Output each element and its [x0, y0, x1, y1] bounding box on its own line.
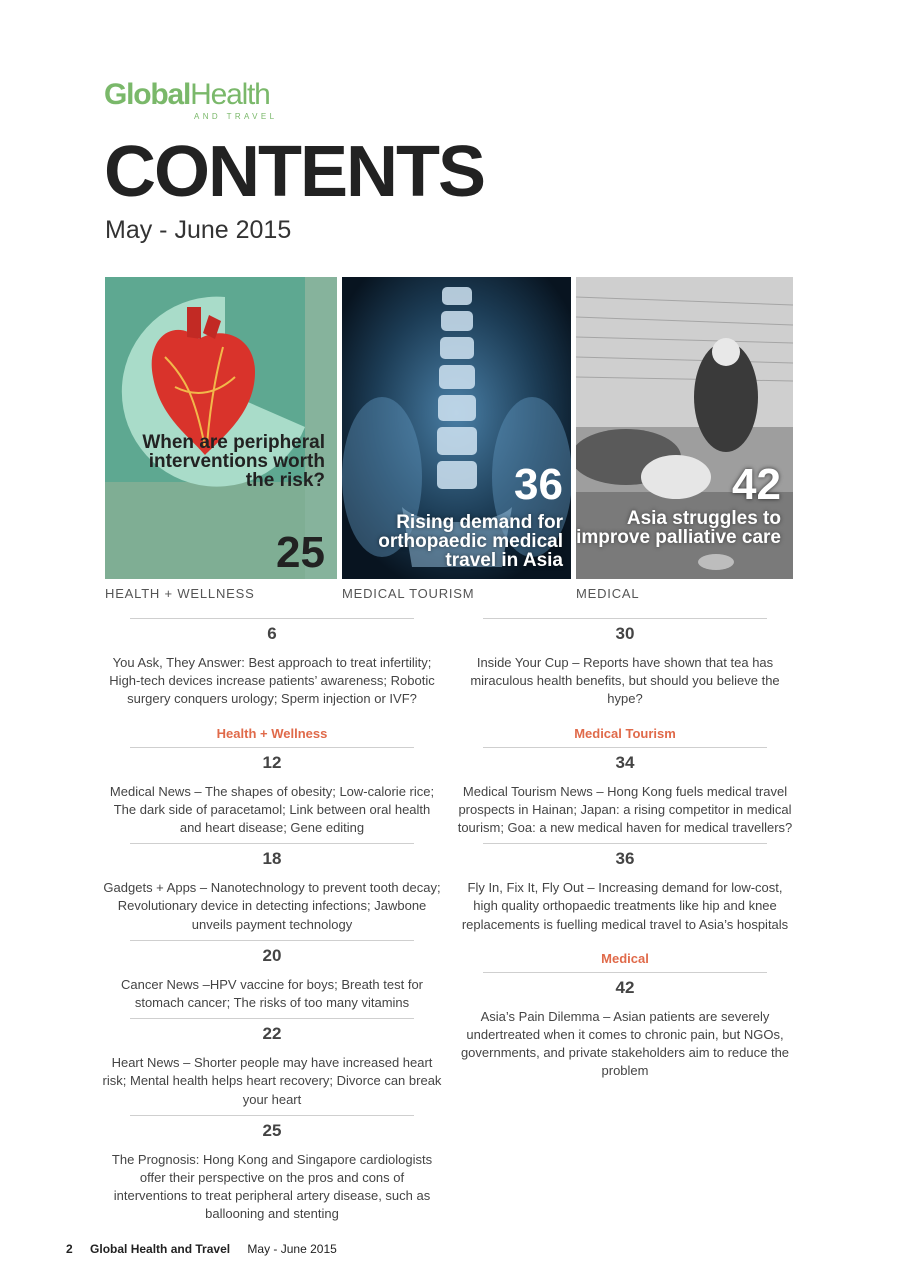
category-label: MEDICAL [576, 586, 640, 601]
feature-card-peripheral[interactable] [105, 277, 337, 579]
feature-title: Rising demand for orthopaedic medical travel in Asia [378, 512, 563, 571]
page-footer [66, 1242, 351, 1256]
page-title: CONTENTS [104, 132, 484, 212]
entry-page-number: 20 [262, 945, 282, 965]
entry-description: Medical Tourism News – Hong Kong fuels medical travel prospects in Hainan; Japan: a rising competitor in medical tourism; Goa: a new medical haven for medical travellers? [457, 783, 793, 836]
footer-magazine-name: Global Health and Travel [90, 1242, 231, 1256]
logo-health: Health [190, 78, 270, 111]
entry-page-number: 25 [262, 1120, 282, 1140]
logo-global: Global [104, 78, 191, 111]
entry-page-number: 12 [262, 752, 282, 772]
entry-page-number: 34 [615, 752, 635, 772]
entry-description: Inside Your Cup – Reports have shown that tea has miraculous health benefits, but should you believe the hype? [470, 655, 780, 707]
entry-description: You Ask, They Answer: Best approach to treat infertility; High-tech devices increase patients’ awareness; Robotic surgery conquers urology; Sperm injection or IVF? [109, 655, 435, 707]
entry-page-number: 18 [262, 849, 282, 869]
entry-description: Gadgets + Apps – Nanotechnology to prevent tooth decay; Revolutionary device in detecting infections; Jawbone unveils payment technology [103, 880, 441, 932]
entry-description: Cancer News –HPV vaccine for boys; Breath test for stomach cancer; The risks of too many vitamins [120, 976, 423, 1011]
contents-entry[interactable] [109, 747, 435, 838]
contents-entry[interactable] [111, 1115, 433, 1224]
entry-description: Heart News – Shorter people may have increased heart risk; Mental health helps heart recovery; Divorce can break your heart [102, 1055, 442, 1107]
footer-issue: May - June 2015 [247, 1242, 337, 1256]
feature-title: When are peripheral interventions worth the risk? [142, 432, 325, 491]
feature-page-number: 42 [732, 460, 781, 509]
feature-card-orthopaedic[interactable] [342, 277, 571, 579]
issue-date: May - June 2015 [105, 216, 292, 244]
feature-page-number: 25 [276, 528, 325, 577]
footer-page-number: 2 [66, 1242, 73, 1256]
entry-page-number: 22 [262, 1024, 282, 1044]
contents-entry[interactable] [470, 618, 780, 709]
contents-entry[interactable] [457, 747, 793, 838]
contents-entry[interactable] [461, 843, 789, 934]
section-heading-health-wellness: Health + Wellness [216, 725, 328, 741]
category-label: MEDICAL TOURISM [342, 586, 475, 601]
contents-entry[interactable] [109, 618, 435, 709]
feature-page-number: 36 [514, 460, 563, 509]
contents-entry[interactable] [103, 843, 441, 934]
entry-description: Asia’s Pain Dilemma – Asian patients are severely undertreated when it comes to chronic pain, but NGOs, governments, and private stakeholders aim to reduce the problem [460, 1008, 790, 1079]
magazine-logo [104, 78, 304, 126]
entry-page-number: 6 [267, 624, 277, 643]
entry-page-number: 30 [615, 624, 635, 643]
entry-description: Medical News – The shapes of obesity; Low-calorie rice; The dark side of paracetamol; Link between oral health and heart disease; Gene editing [109, 783, 435, 836]
contents-entry[interactable] [460, 972, 790, 1081]
contents-entry[interactable] [120, 940, 423, 1012]
entry-page-number: 36 [615, 849, 635, 869]
section-heading-medical-tourism: Medical Tourism [574, 725, 676, 741]
entry-page-number: 42 [615, 977, 635, 997]
feature-card-palliative[interactable] [576, 277, 793, 579]
category-label: HEALTH + WELLNESS [105, 586, 255, 601]
entry-description: The Prognosis: Hong Kong and Singapore cardiologists offer their perspective on the pros and cons of interventions to treat peripheral artery disease, such as ballooning and stenting [111, 1151, 433, 1222]
section-heading-medical: Medical [601, 950, 649, 966]
contents-entry[interactable] [102, 1018, 442, 1109]
contents-right-column [455, 618, 795, 1087]
entry-description: Fly In, Fix It, Fly Out – Increasing demand for low-cost, high quality orthopaedic treatments like hip and knee replacements is fuelling medical travel to Asia’s hospitals [461, 880, 789, 932]
contents-left-column [102, 618, 442, 1230]
logo-subtitle: AND TRAVEL [194, 112, 278, 121]
feature-title: Asia struggles to improve palliative care [576, 508, 781, 548]
